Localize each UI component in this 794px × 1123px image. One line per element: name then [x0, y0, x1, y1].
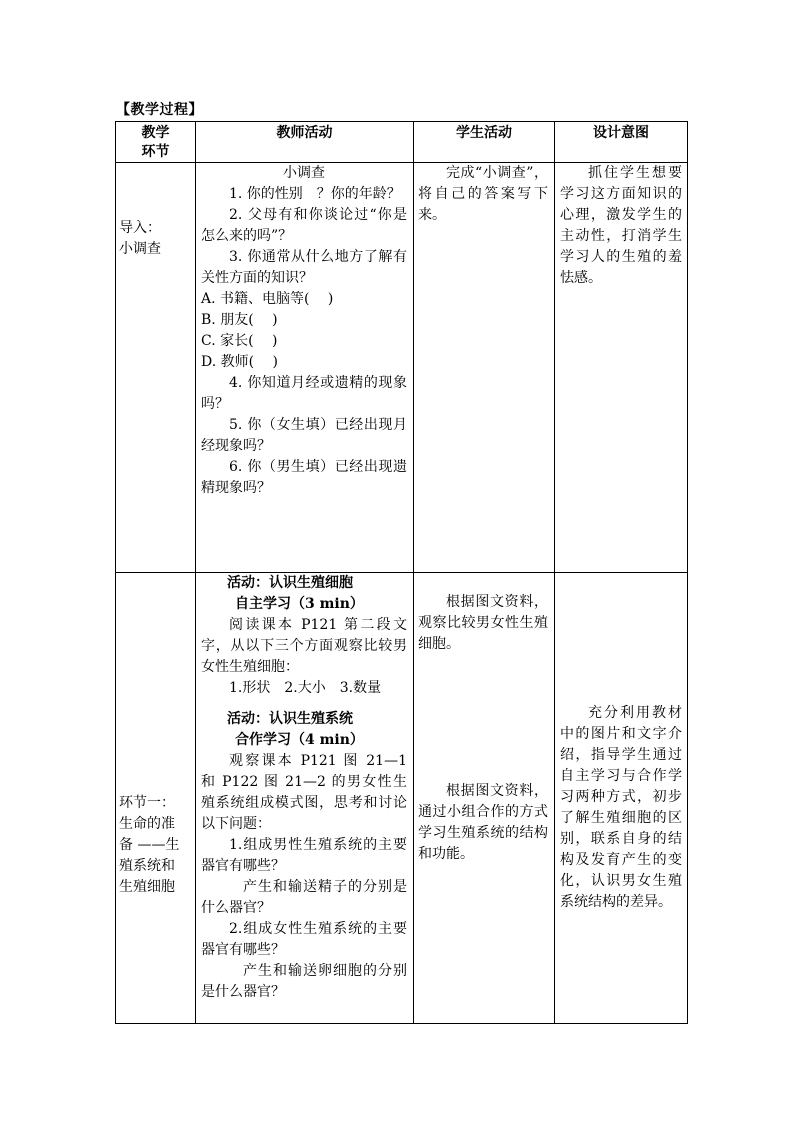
header-teacher-activity: 教师活动 — [276, 125, 333, 141]
table-border-right — [687, 121, 688, 1024]
survey-question-6: 6. 你（男生填）已经出现遗精现象吗？ — [201, 459, 407, 496]
column-divider-3 — [554, 121, 555, 1024]
row2-teacher-activity — [201, 573, 407, 1003]
female-question-2: 产生和输送卵细胞的分别是什么器官？ — [201, 963, 407, 1000]
cooperative-study-label: 合作学习（4 min） — [235, 732, 364, 748]
row2-design-intent: 充分利用教材中的图片和文字介绍，指导学生通过自主学习与合作学习两种方式，初步了解生殖细胞的区别，联系自身的结构及发育产生的变化，认识男女生殖系统结构的差异。 — [560, 705, 682, 910]
section-title: 【教学过程】 — [116, 102, 203, 118]
male-question-2: 产生和输送精子的分别是什么器官？ — [201, 879, 407, 916]
male-question-1: 1.组成男性生殖系统的主要器官有哪些？ — [201, 837, 407, 874]
header-stage: 教学 环节 — [141, 125, 170, 160]
self-study-label: 自主学习（3 min） — [235, 596, 364, 612]
observation-instruction: 观察课本 P121 图 21—1 和 P122 图 21—2 的男女性生殖系统组成模式图，思考和讨论以下问题： — [201, 753, 407, 832]
row2-stage: 环节一： 生命的准 备 ——生 殖系统和 生殖细胞 — [119, 795, 180, 895]
survey-question-3: 3. 你通常从什么地方了解有关性方面的知识？ — [201, 249, 407, 286]
column-divider-1 — [195, 121, 196, 1024]
row2-student-activity-2: 根据图文资料，通过小组合作的方式学习生殖系统的结构和功能。 — [418, 783, 548, 862]
column-divider-2 — [413, 121, 414, 1024]
activity-reproductive-system-heading: 活动：认识生殖系统 — [227, 711, 353, 727]
table-border-left — [115, 121, 116, 1024]
table-border-bottom — [115, 1023, 688, 1024]
header-student-activity: 学生活动 — [456, 125, 512, 141]
row1-design-intent: 抓住学生想要学习这方面知识的心理，激发学生的主动性，打消学生学习人的生殖的羞怯感。 — [560, 165, 682, 286]
table-border-top — [115, 121, 688, 122]
survey-question-2: 2. 父母有和你谈论过“你是怎么来的吗”？ — [201, 207, 407, 244]
header-design-intent: 设计意图 — [593, 125, 649, 141]
survey-option-b: B. 朋友( ) — [201, 312, 278, 328]
spacer — [201, 699, 407, 709]
row1-student-activity: 完成“小调查”，将自己的答案写下来。 — [418, 165, 548, 223]
row1-stage: 导入： 小调查 — [119, 220, 161, 257]
reading-instruction: 阅读课本 P121 第二段文字，从以下三个方面观察比较男女性生殖细胞： — [201, 617, 407, 675]
survey-option-a: A. 书籍、电脑等( ) — [201, 291, 334, 307]
row1-teacher-activity — [201, 163, 407, 499]
activity-germ-cells-heading: 活动：认识生殖细胞 — [227, 575, 353, 591]
survey-heading: 小调查 — [283, 165, 325, 181]
survey-option-d: D. 教师( ) — [201, 354, 278, 370]
comparison-aspects: 1.形状 2.大小 3.数量 — [229, 680, 382, 696]
survey-question-4: 4. 你知道月经或遗精的现象吗？ — [201, 375, 407, 412]
survey-question-1: 1. 你的性别 ？你的年龄？ — [229, 186, 401, 202]
survey-option-c: C. 家长( ) — [201, 333, 278, 349]
row2-student-activity-1: 根据图文资料，观察比较男女性生殖细胞。 — [418, 594, 548, 652]
survey-question-5: 5. 你（女生填）已经出现月经现象吗？ — [201, 417, 407, 454]
female-question-1: 2.组成女性生殖系统的主要器官有哪些？ — [201, 921, 407, 958]
